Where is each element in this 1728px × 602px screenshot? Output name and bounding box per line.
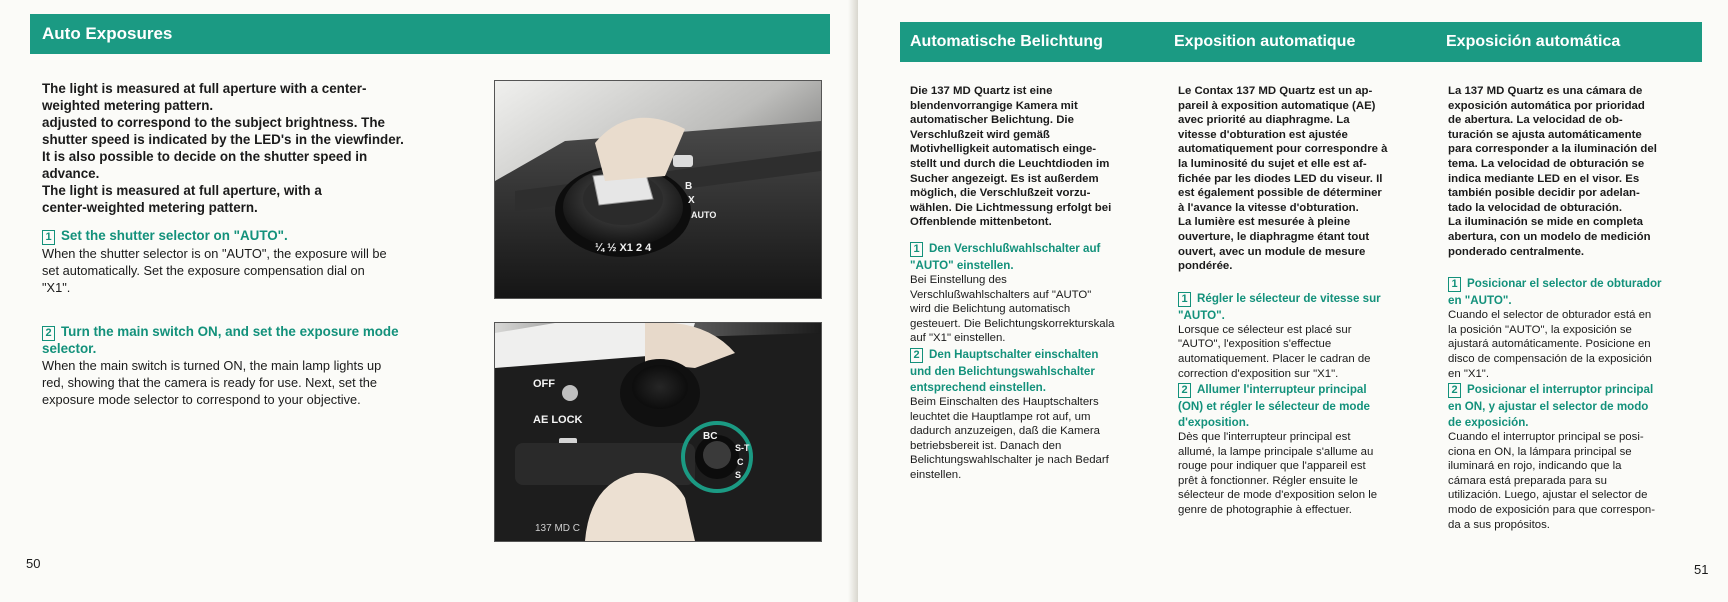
de-step-2-line: Beim Einschalten des Hauptschalters (910, 395, 1099, 408)
es-step-2-line: iluminará en rojo, indicando que la (1448, 460, 1622, 473)
intro-line: It is also possible to decide on the shutter speed in (42, 149, 368, 164)
german-column (910, 84, 1146, 482)
fr-step-1-line: "AUTO", l'exposition s'effectue (1178, 338, 1332, 351)
intro-line: shutter speed is indicated by the LED's in the viewfinder. (42, 132, 404, 147)
es-step-2-line: cámara está preparada para su (1448, 474, 1607, 487)
de-intro-line: Verschlußzeit wird gemäß (910, 128, 1050, 141)
de-step-2-line: betriebsbereit ist. Danach den (910, 439, 1062, 452)
fr-step-2-heading-text: Allumer l'interrupteur principal (1197, 383, 1367, 397)
dial-label-b: B (685, 181, 693, 192)
de-step-2-heading-text: Den Hauptschalter einschalten (929, 347, 1099, 361)
es-step-1-heading-cont: en "AUTO". (1448, 294, 1512, 308)
es-intro-line: tema. La velocidad de obturación se (1448, 157, 1645, 170)
de-intro-line: Motivhelligkeit automatisch einge- (910, 143, 1097, 156)
mode-label-c: C (737, 457, 744, 467)
spanish-column (1448, 84, 1692, 532)
de-step-2-line: einstellen. (910, 468, 962, 481)
de-intro-line: wählen. Die Lichtmessung erfolgt bei (910, 201, 1112, 214)
fr-step-2-line: genre de photographie à effectuer. (1178, 504, 1352, 517)
dial-lock-button (673, 155, 693, 167)
intro-line: weighted metering pattern. (42, 98, 214, 113)
right-page (858, 0, 1728, 602)
de-step-1-line: gesteuert. Die Belichtungskorrekturskala (910, 317, 1115, 330)
de-step-1-line: Bei Einstellung des (910, 273, 1007, 286)
de-step-1-heading-text: Den Verschlußwahlschalter auf (929, 241, 1101, 255)
es-step-1-line: la posición "AUTO", la exposición se (1448, 323, 1632, 336)
de-intro-line: Die 137 MD Quartz ist eine (910, 85, 1053, 97)
fr-intro-line: pondérée. (1178, 260, 1233, 273)
es-step-1-line: ajustará automáticamente. Posicione en (1448, 338, 1651, 351)
fr-intro-line: est également possible de déterminer (1178, 187, 1382, 200)
fr-step-1-line: Lorsque ce sélecteur est placé sur (1178, 323, 1352, 336)
step-number-box: 2 (1178, 383, 1191, 398)
de-intro-line: möglich, die Verschlußzeit vorzu- (910, 187, 1091, 200)
fr-intro-line: pareil à exposition automatique (AE) (1178, 99, 1376, 112)
es-step-2-line: ciona en ON, la lámpara principal se (1448, 445, 1632, 458)
left-page (0, 0, 858, 602)
intro-line: The light is measured at full aperture with a center- (42, 81, 367, 96)
es-step-2-heading (1448, 383, 1692, 398)
es-intro-line: indica mediante LED en el visor. Es (1448, 172, 1640, 185)
fr-step-1-heading (1178, 292, 1414, 307)
fr-step-2-heading (1178, 383, 1414, 398)
de-step-1-heading (910, 242, 1146, 257)
es-step-1-line: en "X1". (1448, 367, 1490, 380)
step-1-line: When the shutter selector is on "AUTO", the exposure will be (42, 246, 387, 261)
es-step-2-line: Cuando el interruptor principal se posi- (1448, 431, 1644, 444)
de-step-1-line: wird die Belichtung automatisch (910, 303, 1071, 316)
es-intro-line: La 137 MD Quartz es una cámara de (1448, 85, 1643, 97)
de-step-2-line: dadurch anzuzeigen, daß die Kamera (910, 425, 1100, 438)
de-step-1-line: auf "X1" einstellen. (910, 332, 1006, 345)
intro-paragraph (42, 80, 462, 216)
step-1-line: "X1". (42, 280, 71, 295)
fr-step-2-heading-cont: d'exposition. (1178, 416, 1250, 430)
step-2-line: exposure mode selector to correspond to your objective. (42, 392, 361, 407)
fr-step-1-heading-cont: "AUTO". (1178, 308, 1225, 322)
fr-step-1-line: correction d'exposition sur "X1". (1178, 367, 1339, 380)
step-2-line: red, showing that the camera is ready for use. Next, set the (42, 375, 378, 390)
label-off: OFF (533, 378, 555, 390)
de-step-2-heading-cont: entsprechend einstellen. (910, 380, 1046, 394)
es-step-2-heading-text: Posicionar el interruptor principal (1467, 383, 1654, 397)
step-number-box: 1 (1448, 277, 1461, 292)
es-step-1-line: disco de compensación de la exposición (1448, 352, 1652, 365)
fr-step-1-line: automatiquement. Placer le cadran de (1178, 352, 1371, 365)
es-step-1-heading-text: Posicionar el selector de obturador (1467, 277, 1662, 291)
step-number-box: 2 (42, 326, 55, 341)
fr-step-2-line: prêt à fonctionner. Régler ensuite le (1178, 474, 1358, 487)
fr-intro-line: à l'avance la vitesse d'obturation. (1178, 201, 1359, 214)
mode-label-st: S-T (735, 443, 750, 453)
es-intro-line: tado la velocidad de obturación. (1448, 201, 1623, 214)
french-intro (1178, 84, 1414, 274)
step-2-heading-cont: selector. (42, 341, 97, 356)
step-2 (42, 324, 472, 408)
fr-step-2-line: sélecteur de mode d'exposition selon le (1178, 489, 1378, 502)
intro-line: adjusted to correspond to the subject brightness. The (42, 115, 385, 130)
step-2-heading-text: Turn the main switch ON, and set the exposure mode (61, 324, 399, 339)
step-number-box: 2 (1448, 383, 1461, 398)
fr-intro-line: Le Contax 137 MD Quartz est un ap- (1178, 85, 1373, 97)
es-step-2-line: utilización. Luego, ajustar el selector de (1448, 489, 1648, 502)
es-step-2-heading-cont: en ON, y ajustar el selector de modo (1448, 400, 1649, 414)
fr-intro-line: fichée par les diodes LED du viseur. Il (1178, 172, 1383, 185)
es-step-1-heading (1448, 277, 1692, 292)
step-2-heading (42, 324, 472, 341)
step-1 (42, 228, 472, 296)
step-number-box: 1 (42, 230, 55, 245)
shutter-dial-photo (494, 80, 822, 299)
es-intro-line: turación se ajusta automáticamente (1448, 128, 1642, 141)
ae-lock-button (562, 385, 578, 401)
fr-intro-line: avec priorité au diaphragme. La (1178, 114, 1350, 127)
fr-intro-line: automatiquement pour correspondre à (1178, 143, 1388, 156)
dial-label-auto: AUTO (691, 210, 717, 220)
de-step-1-heading-cont: "AUTO" einstellen. (910, 258, 1014, 272)
intro-line: center-weighted metering pattern. (42, 200, 258, 215)
intro-line: advance. (42, 166, 100, 181)
de-intro-line: Offenblende mittenbetont. (910, 216, 1052, 229)
model-engraving: 137 MD C (535, 523, 581, 534)
es-step-2-heading-cont: de exposición. (1448, 416, 1529, 430)
fr-step-2-heading-cont: (ON) et régler le sélecteur de mode (1178, 400, 1371, 414)
de-step-1-line: Verschlußwahlschalters auf "AUTO" (910, 288, 1092, 301)
main-switch-photo (494, 322, 822, 542)
fr-intro-line: vitesse d'obturation est ajustée (1178, 128, 1348, 141)
title-french: Exposition automatique (1174, 33, 1356, 50)
page-number-right: 51 (1694, 562, 1709, 577)
step-number-box: 2 (910, 348, 923, 363)
intro-line: The light is measured at full aperture, with a (42, 183, 322, 198)
de-step-2-heading (910, 348, 1146, 363)
de-intro-line: automatischer Belichtung. Die (910, 114, 1074, 127)
spanish-intro (1448, 84, 1692, 259)
es-intro-line: ponderado centralmente. (1448, 245, 1585, 258)
shutter-dial-illustration (495, 81, 821, 298)
dial-label-x: X (688, 195, 695, 206)
fr-step-2-line: rouge pour indiquer que l'appareil est (1178, 460, 1366, 473)
es-intro-line: de abertura. La velocidad de ob- (1448, 114, 1623, 127)
step-number-box: 1 (1178, 292, 1191, 307)
fr-step-1-heading-text: Régler le sélecteur de vitesse sur (1197, 291, 1381, 305)
fr-intro-line: ouverture, le diaphragme étant tout (1178, 230, 1370, 243)
fr-intro-line: la luminosité du sujet et elle est af- (1178, 157, 1367, 170)
section-title-bar (30, 14, 830, 54)
step-number-box: 1 (910, 242, 923, 257)
step-1-heading-text: Set the shutter selector on "AUTO". (61, 228, 288, 243)
es-intro-line: exposición automática por prioridad (1448, 99, 1645, 112)
title-german: Automatische Belichtung (910, 33, 1103, 50)
es-intro-line: también posible decidir por adelan- (1448, 187, 1640, 200)
de-step-2-line: Belichtungswahlschalter je nach Bedarf (910, 454, 1109, 467)
de-step-2-heading-cont: und den Belichtungswahlschalter (910, 364, 1095, 378)
page-title: Auto Exposures (42, 24, 173, 43)
es-step-1-line: Cuando el selector de obturador está en (1448, 309, 1652, 322)
de-intro-line: Sucher angezeigt. Es ist außerdem (910, 172, 1099, 185)
es-intro-line: abertura, con un modelo de medición (1448, 230, 1651, 243)
main-switch-illustration (495, 323, 821, 541)
french-column (1178, 84, 1414, 518)
step-1-heading (42, 228, 472, 245)
dial-speed-scale: ¼ ½ X1 2 4 (595, 242, 652, 254)
step-1-line: set automatically. Set the exposure compensation dial on (42, 263, 365, 278)
page-number-left: 50 (26, 556, 41, 571)
es-step-2-line: da a sus propósitos. (1448, 518, 1550, 531)
es-intro-line: La iluminación se mide en completa (1448, 216, 1643, 229)
mode-label-s: S (735, 470, 742, 480)
mode-label-bc: BC (703, 431, 718, 442)
label-ae-lock: AE LOCK (533, 414, 583, 426)
es-intro-line: para corresponder a la iluminación del (1448, 143, 1657, 156)
de-intro-line: blendenvorrangige Kamera mit (910, 99, 1078, 112)
section-title-bar-multilingual (900, 22, 1702, 62)
fr-step-2-line: Dès que l'interrupteur principal est (1178, 431, 1351, 444)
step-2-line: When the main switch is turned ON, the main lamp lights up (42, 358, 382, 373)
fr-intro-line: ouvert, avec un module de mesure (1178, 245, 1366, 258)
es-step-2-line: modo de exposición para que correspon- (1448, 504, 1656, 517)
de-step-2-line: leuchtet die Hauptlampe rot auf, um (910, 410, 1091, 423)
german-intro (910, 84, 1146, 230)
title-spanish: Exposición automática (1446, 33, 1621, 50)
fr-step-2-line: allumé, la lampe principale s'allume au (1178, 445, 1374, 458)
de-intro-line: stellt und durch die Leuchtdioden im (910, 157, 1110, 170)
fr-intro-line: La lumière est mesurée à pleine (1178, 216, 1351, 229)
